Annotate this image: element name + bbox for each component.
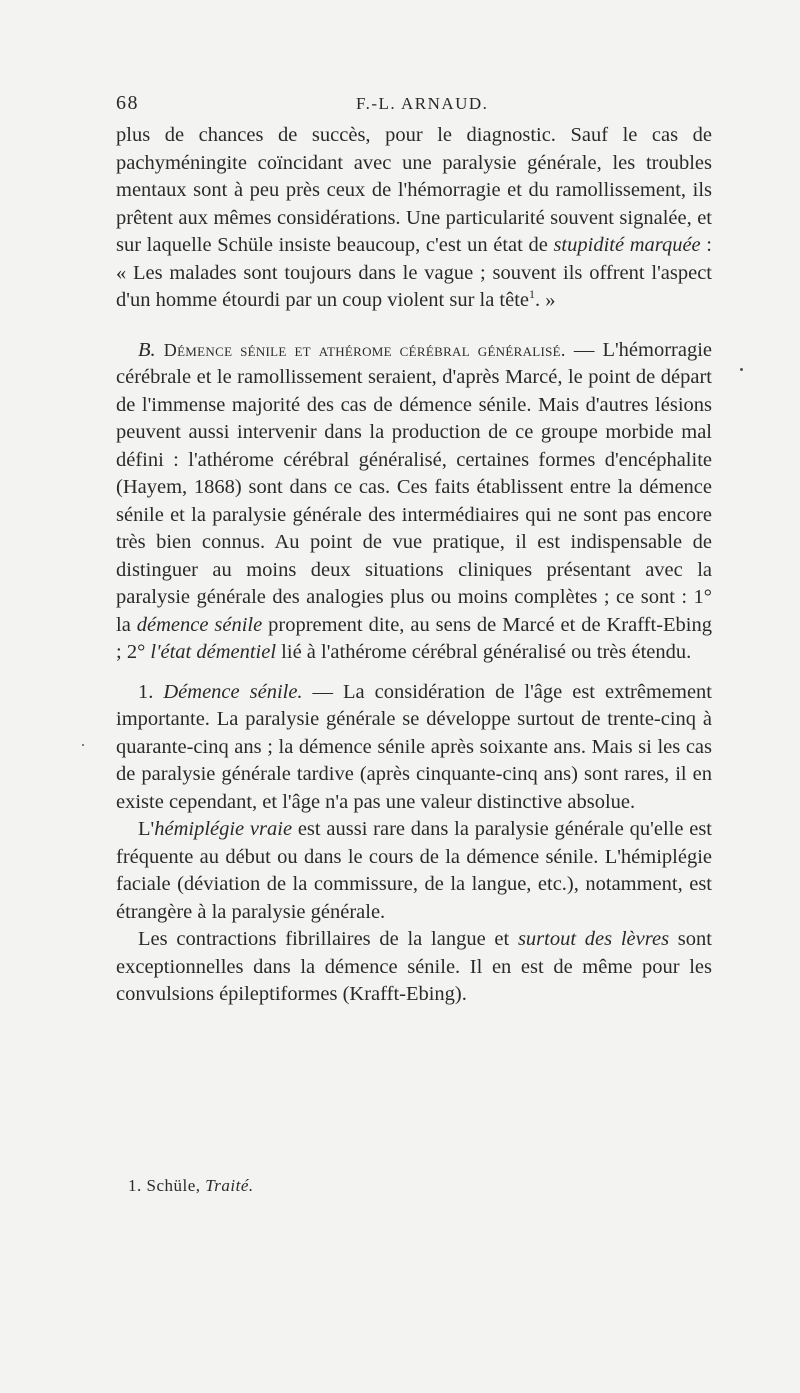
text-run: : « Les malades sont toujours dans le vague ; souvent ils offrent l'aspect d'un homme étourdi par un coup violent sur la tête <box>116 234 712 311</box>
text-run: . » <box>535 289 556 311</box>
text-run: sont exceptionnelles dans la démence sénile. Il en est de même pour les convulsions épileptiformes (Krafft-Ebing). <box>116 928 712 1005</box>
footnote <box>128 1176 254 1196</box>
text-run: proprement dite, au sens de Marcé et de Krafft-Ebing ; 2° <box>116 613 712 663</box>
text-run: plus de chances de succès, pour le diagnostic. Sauf le cas de pachyméningite coïncidant avec une paralysie générale, les troubles mentaux sont à peu près ceux de l'hémorragie et du ramollissement, ils prêtent aux mêmes considérations. Une particularité souvent signalée, et sur laquelle Schüle insiste beaucoup, c'est un état de <box>116 124 712 256</box>
footnote-ref[interactable]: 1 <box>529 287 536 302</box>
page-number: 68 <box>116 92 139 114</box>
text-run: — L'hémorragie cérébrale et le ramollissement seraient, d'après Marcé, le point de départ de l'immense majorité des cas de démence sénile. Mais d'autres lésions peuvent aussi intervenir dans la production de ce groupe morbide mal défini : l'athérome cérébral généralisé, certaines formes d'encéphalite (Hayem, 1868) sont dans ce cas. Ces faits établissent entre la démence sénile et la paralysie générale des intermédiaires qui ne sont pas encore très bien connus. Au point de vue pratique, il est indispensable de distinguer au moins deux situations cliniques présentant avec la paralysie générale des analogies plus ou moins complètes ; ce sont : 1° la <box>116 338 712 636</box>
text-run: L' <box>138 818 155 840</box>
paragraph-intro <box>116 122 712 315</box>
paragraph-contractions <box>116 926 712 1009</box>
subsection-number: 1. <box>138 680 164 703</box>
subsection-title: Démence sénile. <box>163 680 303 703</box>
italic-run: l'état démentiel <box>150 641 277 663</box>
italic-run: démence sénile <box>136 613 263 636</box>
text-run: lié à l'athérome cérébral généralisé ou très étendu. <box>276 641 692 663</box>
italic-run: surtout des lèvres <box>517 928 670 950</box>
section-letter: B. <box>138 338 156 361</box>
section-title: Démence sénile et athérome cérébral généralisé. <box>163 339 566 360</box>
page-header <box>116 92 712 116</box>
italic-run: stupidité marquée <box>553 234 701 256</box>
print-speck <box>82 744 84 746</box>
text-run: — La considération de l'âge est extrêmement importante. La paralysie générale se développe surtout de trente-cinq à quarante-cinq ans ; la démence sénile après soixante ans. Mais si les cas de paralysie générale tardive (après cinquante-cinq ans) sont rares, il en existe cependant, et l'âge n'a pas une valeur distinctive absolue. <box>116 680 712 813</box>
footnote-author: Schüle, <box>146 1176 201 1195</box>
text-run: Les contractions fibrillaires de la langue et <box>138 928 518 950</box>
paragraph-section-1 <box>116 679 712 817</box>
paragraph-hemiplegie <box>116 816 712 926</box>
body-text <box>116 122 712 1009</box>
running-title: F.-L. ARNAUD. <box>356 94 489 113</box>
footnote-number: 1. <box>128 1176 142 1195</box>
italic-run: hémiplégie vraie <box>154 818 293 840</box>
text-run: est aussi rare dans la paralysie générale qu'elle est fréquente au début ou dans le cours de la démence sénile. L'hémiplégie faciale (déviation de la commissure, de la langue, etc.), notamment, est étrangère à la paralysie générale. <box>116 818 712 923</box>
paragraph-section-b <box>116 337 712 667</box>
footnote-title: Traité. <box>205 1176 254 1195</box>
print-speck <box>740 368 743 371</box>
